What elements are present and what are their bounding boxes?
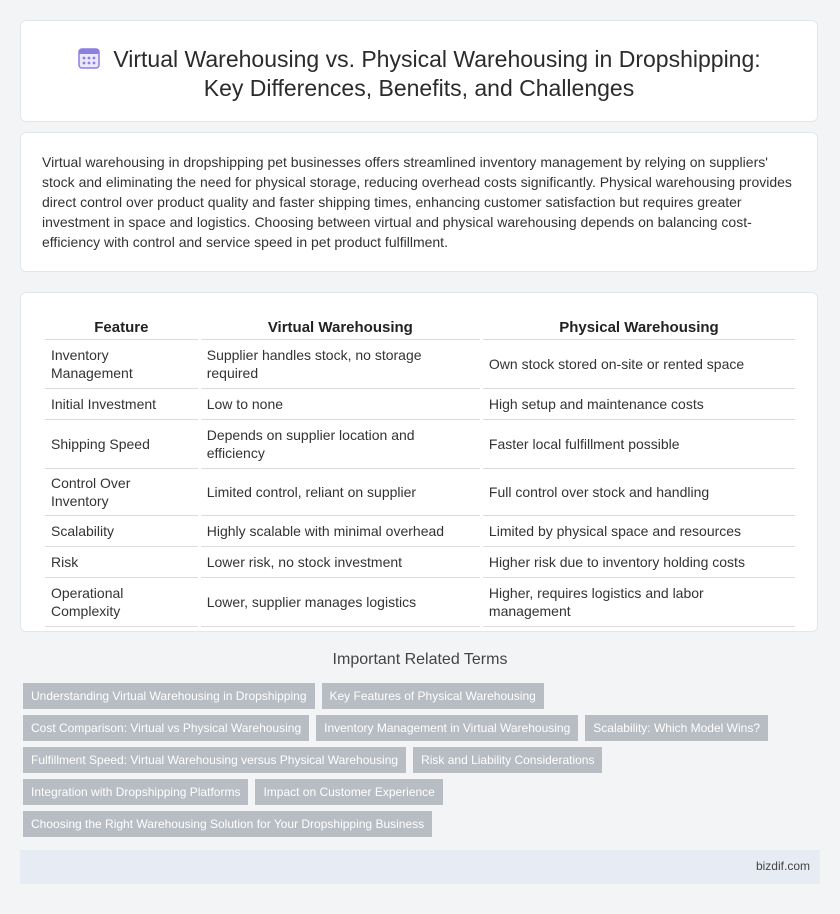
cell-feature: Inventory Management: [45, 340, 198, 389]
table-row: [45, 547, 795, 578]
cell-virtual: Low to none: [201, 389, 480, 420]
related-terms-list: [23, 683, 803, 843]
cell-feature: Operational Complexity: [45, 578, 198, 627]
related-term-tag[interactable]: Impact on Customer Experience: [255, 779, 442, 805]
cell-virtual: Supplier handles stock, no storage required: [201, 340, 480, 389]
cell-physical: High setup and maintenance costs: [483, 389, 795, 420]
table-header-row: [45, 317, 795, 340]
related-term-tag[interactable]: Scalability: Which Model Wins?: [585, 715, 768, 741]
cell-virtual: Lower risk, no stock investment: [201, 547, 480, 578]
table-row: [45, 516, 795, 547]
cell-feature: Shipping Speed: [45, 420, 198, 469]
cell-feature: Risk: [45, 547, 198, 578]
cell-feature: Initial Investment: [45, 389, 198, 420]
cell-physical: Own stock stored on-site or rented space: [483, 340, 795, 389]
table-row: [45, 469, 795, 516]
related-term-tag[interactable]: Key Features of Physical Warehousing: [322, 683, 544, 709]
related-term-tag[interactable]: Risk and Liability Considerations: [413, 747, 602, 773]
related-term-tag[interactable]: Fulfillment Speed: Virtual Warehousing versus Physical Warehousing: [23, 747, 406, 773]
page-title: [77, 45, 760, 103]
tag-row: [23, 779, 803, 805]
comparison-card: [20, 292, 818, 632]
cell-feature: Scalability: [45, 516, 198, 547]
title-line-1: Virtual Warehousing vs. Physical Warehousing in Dropshipping:: [113, 46, 761, 72]
cell-virtual: Lower, supplier manages logistics: [201, 578, 480, 627]
table-row: [45, 420, 795, 469]
related-term-tag[interactable]: Cost Comparison: Virtual vs Physical Warehousing: [23, 715, 309, 741]
cell-feature: Control Over Inventory: [45, 469, 198, 516]
related-terms-title: Important Related Terms: [332, 651, 508, 668]
related-term-tag[interactable]: Integration with Dropshipping Platforms: [23, 779, 248, 805]
footer: [20, 850, 820, 884]
table-row: [45, 389, 795, 420]
tag-row: [23, 811, 803, 837]
header-virtual: Virtual Warehousing: [201, 317, 480, 340]
table-row: [45, 578, 795, 627]
cell-physical: Higher risk due to inventory holding costs: [483, 547, 795, 578]
related-term-tag[interactable]: Choosing the Right Warehousing Solution for Your Dropshipping Business: [23, 811, 432, 837]
calendar-grid-icon: [77, 46, 101, 70]
table-row: [45, 340, 795, 389]
comparison-table: [42, 317, 798, 627]
tag-row: [23, 715, 803, 741]
header-card: [20, 20, 818, 122]
related-term-tag[interactable]: Inventory Management in Virtual Warehousing: [316, 715, 578, 741]
header-feature: Feature: [45, 317, 198, 340]
title-line-2: Key Differences, Benefits, and Challenges: [203, 75, 635, 101]
title-wrap: [21, 45, 817, 103]
intro-paragraph: Virtual warehousing in dropshipping pet businesses offers streamlined inventory management by relying on suppliers' stock and eliminating the need for physical storage, reducing overhead costs significantly. Physical warehousing provides direct control over product quality and faster shipping times, enhancing customer satisfaction but requires greater investment in space and logistics. Choosing between virtual and physical warehousing depends on balancing cost-efficiency with control and service speed in pet product fulfillment.: [42, 154, 792, 250]
cell-physical: Limited by physical space and resources: [483, 516, 795, 547]
intro-card: [20, 132, 818, 272]
tag-row: [23, 747, 803, 773]
cell-physical: Higher, requires logistics and labor management: [483, 578, 795, 627]
tag-row: [23, 683, 803, 709]
cell-physical: Faster local fulfillment possible: [483, 420, 795, 469]
cell-virtual: Highly scalable with minimal overhead: [201, 516, 480, 547]
related-term-tag[interactable]: Understanding Virtual Warehousing in Dropshipping: [23, 683, 315, 709]
header-physical: Physical Warehousing: [483, 317, 795, 340]
cell-virtual: Depends on supplier location and efficiency: [201, 420, 480, 469]
footer-site-link[interactable]: bizdif.com: [755, 859, 810, 873]
cell-physical: Full control over stock and handling: [483, 469, 795, 516]
cell-virtual: Limited control, reliant on supplier: [201, 469, 480, 516]
